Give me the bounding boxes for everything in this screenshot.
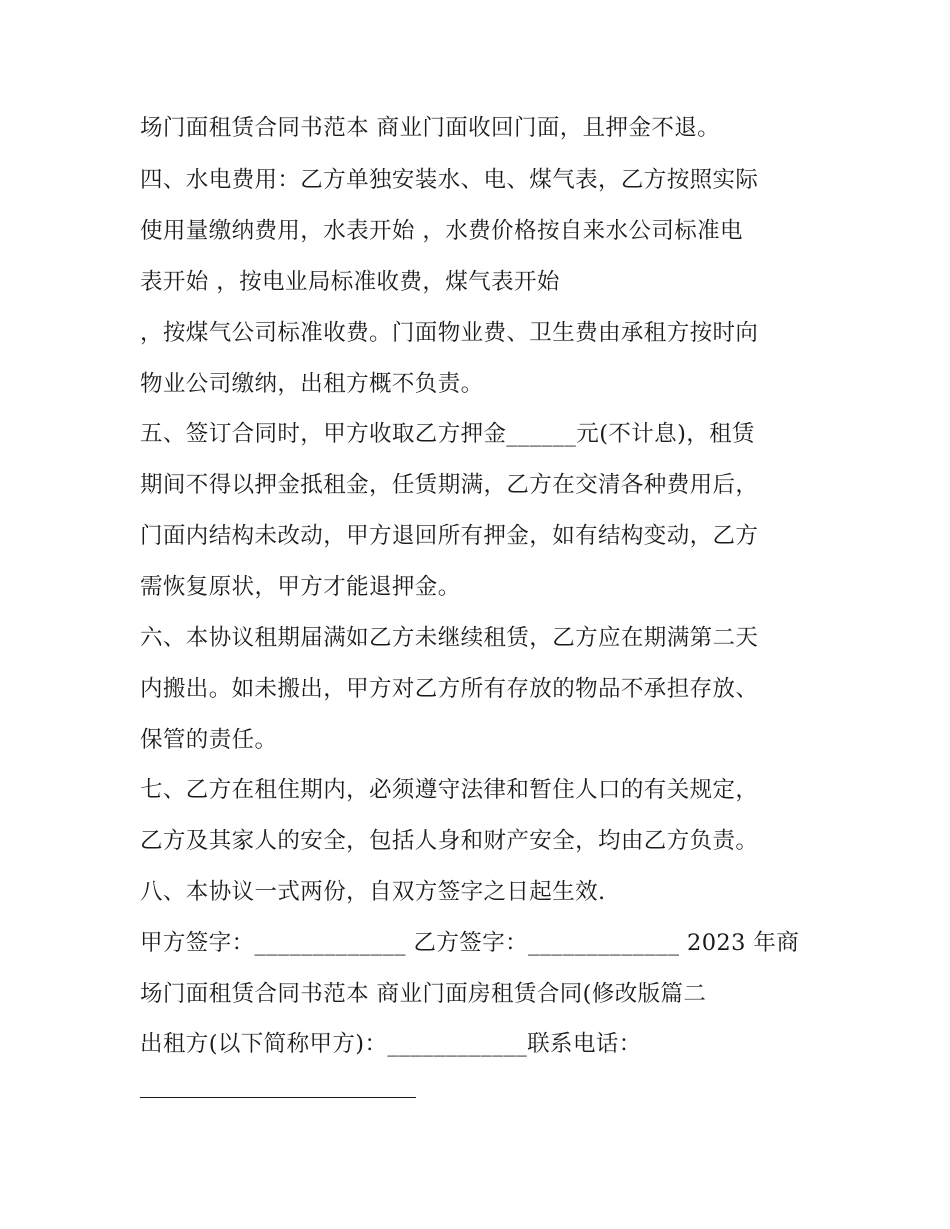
blank-signature-line xyxy=(140,1097,416,1098)
text-line: 场门面租赁合同书范本 商业门面房租赁合同(修改版篇二 xyxy=(140,981,707,1007)
text-line: 四、水电费用：乙方单独安装水、电、煤气表，乙方按照实际 xyxy=(140,167,759,193)
text-line: 门面内结构未改动，甲方退回所有押金，如有结构变动，乙方 xyxy=(140,523,759,549)
text-line: 场门面租赁合同书范本 商业门面收回门面，且押金不退。 xyxy=(140,115,721,141)
text-line: 内搬出。如未搬出，甲方对乙方所有存放的物品不承担存放、 xyxy=(140,676,759,702)
text-line: 五、签订合同时，甲方收取乙方押金______元(不计息)，租赁 xyxy=(140,421,755,447)
text-line: 出租方(以下简称甲方)：____________联系电话： xyxy=(140,1031,642,1057)
text-line: 甲方签字：_____________ 乙方签字：_____________ 2023 年商 xyxy=(140,930,800,956)
text-line: 使用量缴纳费用，水表开始 ，水费价格按自来水公司标准电 xyxy=(140,218,743,244)
text-line: 乙方及其家人的安全，包括人身和财产安全，均由乙方负责。 xyxy=(140,828,759,854)
text-line: 保管的责任。 xyxy=(140,727,278,753)
text-line: 物业公司缴纳，出租方概不负责。 xyxy=(140,371,484,397)
text-line: 八、本协议一式两份，自双方签字之日起生效. xyxy=(140,879,606,905)
text-line: 七、乙方在租住期内，必须遵守法律和暂住人口的有关规定， xyxy=(140,777,759,803)
text-line: 期间不得以押金抵租金，任赁期满，乙方在交清各种费用后， xyxy=(140,472,759,498)
text-line: 需恢复原状，甲方才能退押金。 xyxy=(140,574,461,600)
text-line: 表开始 ，按电业局标准收费，煤气表开始 xyxy=(140,269,560,295)
text-line: 六、本协议租期届满如乙方未继续租赁，乙方应在期满第二天 xyxy=(140,625,759,651)
text-line: ，按煤气公司标准收费。门面物业费、卫生费由承租方按时向 xyxy=(140,320,759,346)
